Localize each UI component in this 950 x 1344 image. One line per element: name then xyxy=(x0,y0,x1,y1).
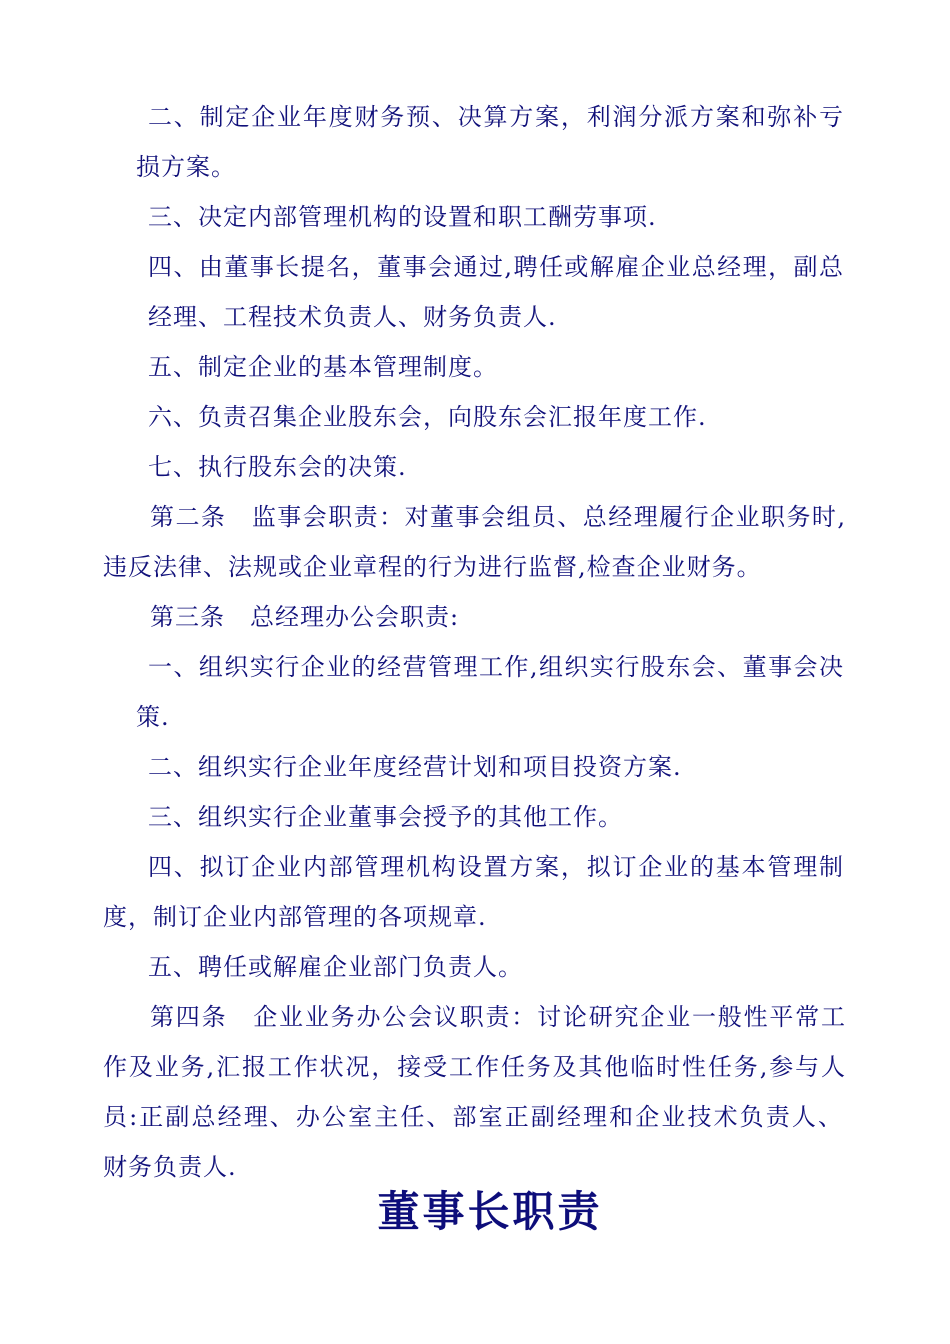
text-line: 六、负责召集企业股东会，向股东会汇报年度工作. xyxy=(148,403,707,431)
text-line: 三、组织实行企业董事会授予的其他工作。 xyxy=(148,803,623,831)
text-line: 五、聘任或解雇企业部门负责人。 xyxy=(148,953,523,981)
text-line: 一、组织实行企业的经营管理工作,组织实行股东会、董事会决 xyxy=(148,653,844,681)
text-line: 财务负责人. xyxy=(103,1153,237,1181)
text-line: 度，制订企业内部管理的各项规章. xyxy=(103,903,487,931)
text-line: 第四条 企业业务办公会议职责：讨论研究企业一般性平常工 xyxy=(150,1003,846,1031)
section-title: 董事长职责 xyxy=(377,1187,603,1236)
text-line: 四、由董事长提名，董事会通过,聘任或解雇企业总经理，副总 xyxy=(148,253,844,281)
text-line: 五、制定企业的基本管理制度。 xyxy=(148,353,498,381)
text-line: 第二条 监事会职责：对董事会组员、总经理履行企业职务时, xyxy=(150,503,846,531)
text-line: 第三条 总经理办公会职责: xyxy=(150,603,460,631)
text-line: 四、拟订企业内部管理机构设置方案，拟订企业的基本管理制 xyxy=(148,853,844,881)
text-line: 策. xyxy=(136,703,170,731)
text-line: 三、决定内部管理机构的设置和职工酬劳事项. xyxy=(148,203,657,231)
text-line: 员:正副总经理、办公室主任、部室正副经理和企业技术负责人、 xyxy=(103,1103,843,1131)
text-line: 损方案。 xyxy=(136,153,236,181)
text-line: 七、执行股东会的决策. xyxy=(148,453,407,481)
text-line: 经理、工程技术负责人、财务负责人. xyxy=(148,303,557,331)
text-line: 二、组织实行企业年度经营计划和项目投资方案. xyxy=(148,753,682,781)
text-line: 违反法律、法规或企业章程的行为进行监督,检查企业财务。 xyxy=(103,553,762,581)
text-line: 作及业务,汇报工作状况，接受工作任务及其他临时性任务,参与人 xyxy=(103,1053,846,1081)
text-line: 二、制定企业年度财务预、决算方案，利润分派方案和弥补亏 xyxy=(148,103,844,131)
